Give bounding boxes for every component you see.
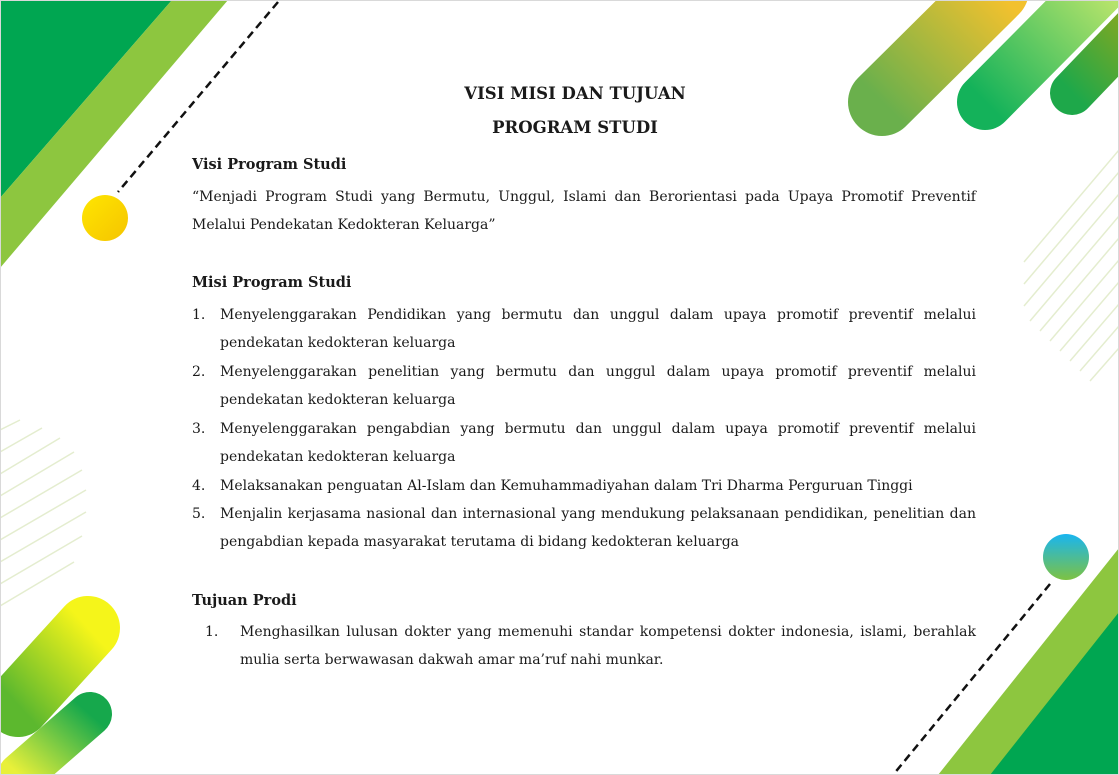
tujuan-heading: Tujuan Prodi <box>192 592 297 609</box>
misi-item-text: Melaksanakan penguatan Al-Islam dan Kemuhammadiyahan dalam Tri Dharma Perguruan Tinggi <box>220 478 913 494</box>
misi-item-text: Menyelenggarakan pengabdian yang bermutu dan unggul dalam upaya promotif preventif melalui pendekatan kedokteran keluarga <box>220 421 976 465</box>
document-title-line-2: PROGRAM STUDI <box>492 118 658 137</box>
misi-item-number: 4. <box>192 478 206 494</box>
misi-item-number: 1. <box>192 307 206 323</box>
visi-text: “Menjadi Program Studi yang Bermutu, Unggul, Islami dan Berorientasi pada Upaya Promotif Preventif Melalui Pendekatan Kedokteran Keluarga” <box>192 189 976 233</box>
tujuan-item-number: 1. <box>205 624 219 640</box>
misi-item-text: Menyelenggarakan penelitian yang bermutu dan unggul dalam upaya promotif preventif melalui pendekatan kedokteran keluarga <box>220 364 976 408</box>
misi-item-number: 2. <box>192 364 206 380</box>
misi-heading: Misi Program Studi <box>192 274 352 291</box>
misi-item-number: 3. <box>192 421 206 437</box>
tujuan-item-text: Menghasilkan lulusan dokter yang memenuhi standar kompetensi dokter indonesia, islami, berahlak mulia serta berwawasan dakwah amar ma’ruf nahi munkar. <box>240 624 976 668</box>
visi-heading: Visi Program Studi <box>192 156 347 173</box>
misi-item-text: Menyelenggarakan Pendidikan yang bermutu dan unggul dalam upaya promotif preventif melalui pendekatan kedokteran keluarga <box>220 307 976 351</box>
misi-item-text: Menjalin kerjasama nasional dan internasional yang mendukung pelaksanaan pendidikan, penelitian dan pengabdian kepada masyarakat terutama di bidang kedokteran keluarga <box>220 506 976 550</box>
document-title-line-1: VISI MISI DAN TUJUAN <box>464 84 686 103</box>
misi-item-number: 5. <box>192 506 206 522</box>
